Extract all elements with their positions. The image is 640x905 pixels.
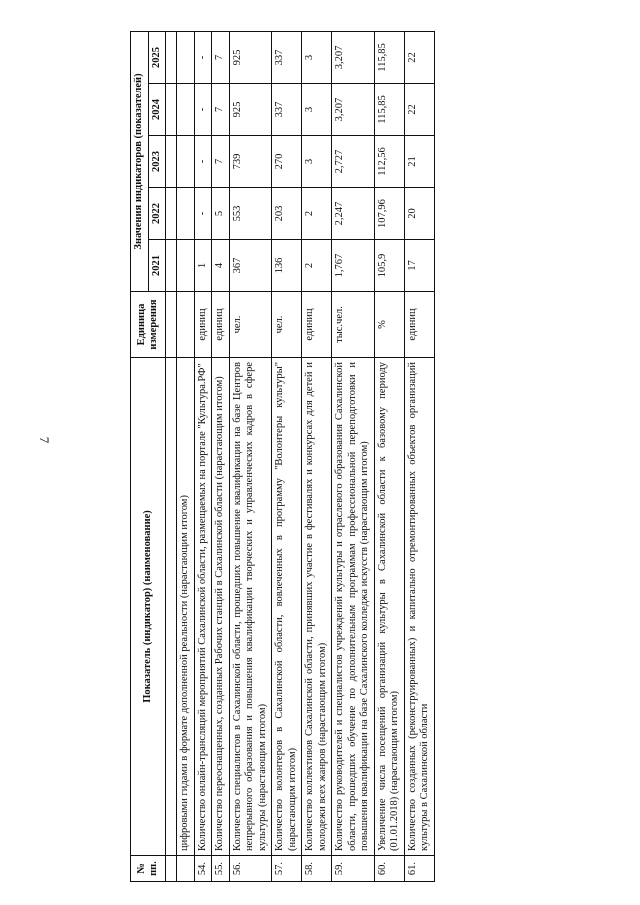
header-unit: Единица измерения bbox=[131, 292, 166, 358]
row-number: 56. bbox=[229, 856, 272, 882]
row-value-2022: 5 bbox=[212, 188, 230, 240]
row-value-2024: - bbox=[194, 84, 212, 136]
table-row bbox=[404, 31, 434, 881]
row-indicator-name: Количество созданных (реконструированных) и капитально отремонтированных объектов организаций культуры в Сахалинской области bbox=[404, 358, 434, 856]
row-number bbox=[177, 856, 195, 882]
table-row bbox=[302, 31, 332, 881]
row-value-2025: 3 bbox=[302, 31, 332, 83]
row-value-2021: 1,767 bbox=[332, 240, 375, 292]
row-value-2021: 367 bbox=[229, 240, 272, 292]
row-indicator-name: Увеличение числа посещений организаций культуры в Сахалинской области к базовому периоду (01.01.2018) (нарастающим итогом) bbox=[374, 358, 404, 856]
header-year: 2021 bbox=[148, 240, 166, 292]
row-unit: единиц bbox=[302, 292, 332, 358]
header-indicator-name: Показатель (индикатор) (наименование) bbox=[131, 358, 166, 856]
spacer-row bbox=[166, 31, 177, 881]
row-value-2022: 2,247 bbox=[332, 188, 375, 240]
row-value-2021 bbox=[177, 240, 195, 292]
row-value-2024: 337 bbox=[272, 84, 302, 136]
row-number: 61. bbox=[404, 856, 434, 882]
row-value-2023: 270 bbox=[272, 136, 302, 188]
header-year: 2022 bbox=[148, 188, 166, 240]
row-indicator-name: цифровыми гидами в формате дополненной реальности (нарастающим итогом) bbox=[177, 358, 195, 856]
header-year: 2024 bbox=[148, 84, 166, 136]
row-value-2024: 115,85 bbox=[374, 84, 404, 136]
header-values: Значения индикаторов (показателей) bbox=[131, 31, 149, 291]
row-value-2025: 925 bbox=[229, 31, 272, 83]
row-value-2021: 136 bbox=[272, 240, 302, 292]
row-value-2021: 17 bbox=[404, 240, 434, 292]
row-value-2022: - bbox=[194, 188, 212, 240]
row-value-2021: 2 bbox=[302, 240, 332, 292]
row-value-2025: 22 bbox=[404, 31, 434, 83]
row-indicator-name: Количество онлайн-трансляций мероприятий Сахалинской области, размещаемых на портале "Культура.РФ" bbox=[194, 358, 212, 856]
header-row bbox=[131, 31, 149, 881]
row-value-2022: 553 bbox=[229, 188, 272, 240]
row-number: 58. bbox=[302, 856, 332, 882]
row-value-2023: 112,56 bbox=[374, 136, 404, 188]
row-unit: тыс.чел. bbox=[332, 292, 375, 358]
row-unit: % bbox=[374, 292, 404, 358]
row-indicator-name: Количество волонтеров в Сахалинской области, вовлеченных в программу "Волонтеры культуры" (нарастающим итогом) bbox=[272, 358, 302, 856]
row-number: 59. bbox=[332, 856, 375, 882]
row-value-2022: 20 bbox=[404, 188, 434, 240]
row-indicator-name: Количество специалистов в Сахалинской области, прошедших повышение квалификации на базе Центров непрерывного образования и повышения квалификации творческих и управленческих кадров в сфере культуры (нарастающим итогом) bbox=[229, 358, 272, 856]
row-value-2025: - bbox=[194, 31, 212, 83]
table-row bbox=[212, 31, 230, 881]
row-value-2024: 3 bbox=[302, 84, 332, 136]
row-value-2021: 105,9 bbox=[374, 240, 404, 292]
page-number: 7 bbox=[37, 436, 52, 444]
table-row bbox=[272, 31, 302, 881]
table-body bbox=[177, 31, 435, 881]
row-unit: единиц bbox=[212, 292, 230, 358]
row-indicator-name: Количество руководителей и специалистов учреждений культуры и отраслевого образования Сахалинской области, прошедших обучение по дополнительным программам профессиональной переподготовки и повышения квалификации на базе Сахалинского колледжа искусств (нарастающим итогом) bbox=[332, 358, 375, 856]
table-row bbox=[194, 31, 212, 881]
row-number: 57. bbox=[272, 856, 302, 882]
row-value-2024 bbox=[177, 84, 195, 136]
header-year: 2025 bbox=[148, 31, 166, 83]
row-number: 60. bbox=[374, 856, 404, 882]
row-value-2024: 22 bbox=[404, 84, 434, 136]
row-unit: чел. bbox=[272, 292, 302, 358]
row-unit: чел. bbox=[229, 292, 272, 358]
row-unit: единиц bbox=[404, 292, 434, 358]
row-number: 54. bbox=[194, 856, 212, 882]
row-value-2023 bbox=[177, 136, 195, 188]
row-value-2023: 2,727 bbox=[332, 136, 375, 188]
row-value-2025: 337 bbox=[272, 31, 302, 83]
row-unit bbox=[177, 292, 195, 358]
row-value-2021: 4 bbox=[212, 240, 230, 292]
row-indicator-name: Количество переоснащенных, созданных Рабочих станций в Сахалинской области (нарастающим итогом) bbox=[212, 358, 230, 856]
row-value-2024: 925 bbox=[229, 84, 272, 136]
row-value-2022: 2 bbox=[302, 188, 332, 240]
row-value-2024: 3,207 bbox=[332, 84, 375, 136]
table-row bbox=[332, 31, 375, 881]
row-value-2023: 3 bbox=[302, 136, 332, 188]
rotated-table-container bbox=[130, 22, 435, 882]
row-indicator-name: Количество коллективов Сахалинской области, принявших участие в фестивалях и конкурсах для детей и молодежи всех жанров (нарастающим итогом) bbox=[302, 358, 332, 856]
table-row bbox=[177, 31, 195, 881]
indicators-table bbox=[130, 31, 435, 882]
row-value-2023: 739 bbox=[229, 136, 272, 188]
row-value-2025: 3,207 bbox=[332, 31, 375, 83]
header-year: 2023 bbox=[148, 136, 166, 188]
row-value-2025: 115,85 bbox=[374, 31, 404, 83]
row-value-2024: 7 bbox=[212, 84, 230, 136]
row-unit: единиц bbox=[194, 292, 212, 358]
table-row bbox=[374, 31, 404, 881]
row-value-2023: 7 bbox=[212, 136, 230, 188]
header-number: № пп. bbox=[131, 856, 166, 882]
row-value-2022 bbox=[177, 188, 195, 240]
table-row bbox=[229, 31, 272, 881]
row-value-2025 bbox=[177, 31, 195, 83]
row-value-2021: 1 bbox=[194, 240, 212, 292]
row-value-2023: 21 bbox=[404, 136, 434, 188]
row-number: 55. bbox=[212, 856, 230, 882]
row-value-2022: 107,96 bbox=[374, 188, 404, 240]
row-value-2022: 203 bbox=[272, 188, 302, 240]
row-value-2023: - bbox=[194, 136, 212, 188]
row-value-2025: 7 bbox=[212, 31, 230, 83]
